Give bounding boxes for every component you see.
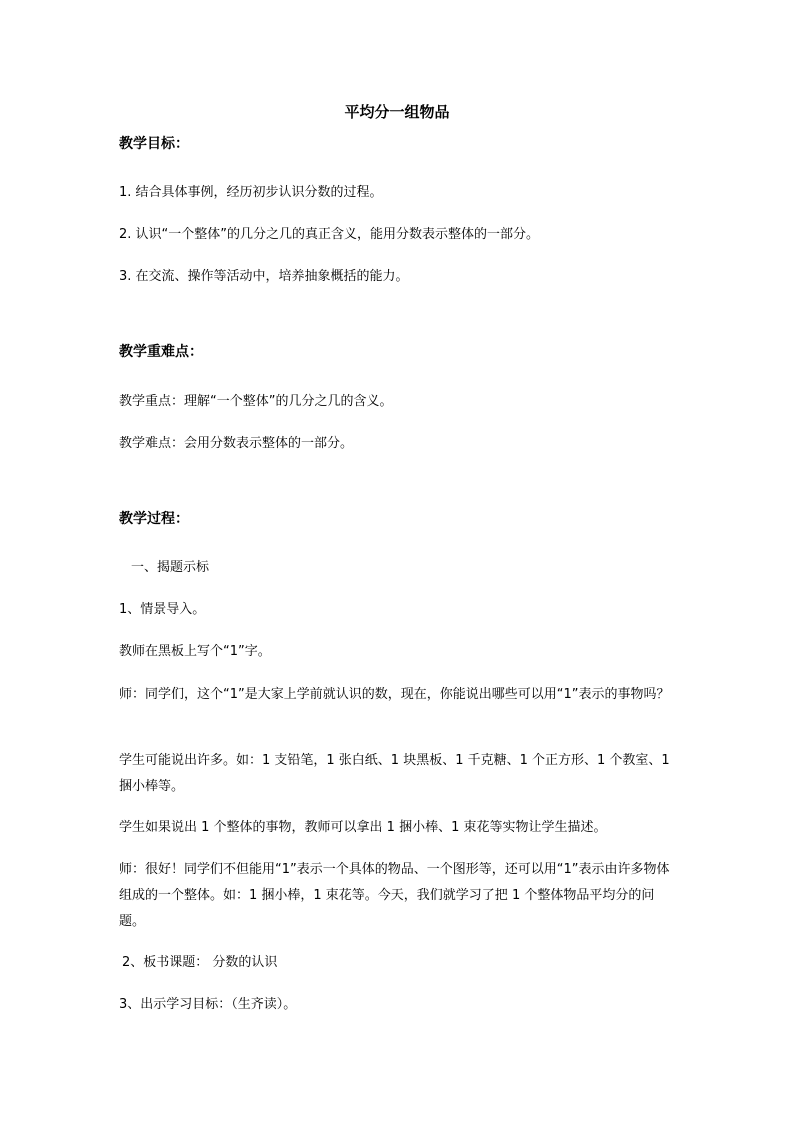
process-paragraph-5: 学生可能说出许多。如：1 支铅笔，1 张白纸、1 块黑板、1 千克糖、1 个正方形、1 个教室、1 捆小棒等。 bbox=[119, 753, 670, 794]
objective-item-2: 2. 认识“一个整体”的几分之几的真正含义，能用分数表示整体的一部分。 bbox=[119, 227, 540, 242]
process-paragraph-7: 师：很好！同学们不但能用“1”表示一个具体的物品、一个图形等，还可以用“1”表示由许多物体组成的一个整体。如：1 捆小棒，1 束花等。今天，我们就学习了把 1 个整体物品平均分的问题。 bbox=[119, 862, 670, 929]
key-points-heading: 教学重难点： bbox=[119, 344, 203, 360]
process-paragraph-8: 2、板书课题： 分数的认识 bbox=[122, 955, 278, 970]
process-paragraph-6: 学生如果说出 1 个整体的事物，教师可以拿出 1 捆小棒、1 束花等实物让学生描述。 bbox=[119, 820, 607, 835]
objectives-heading: 教学目标： bbox=[119, 136, 189, 152]
process-paragraph-2: 1、情景导入。 bbox=[119, 602, 206, 617]
process-paragraph-9: 3、出示学习目标：（生齐读）。 bbox=[119, 997, 297, 1012]
objective-item-3: 3. 在交流、操作等活动中，培养抽象概括的能力。 bbox=[119, 269, 409, 284]
key-point-item-1: 教学重点：理解“一个整体”的几分之几的含义。 bbox=[119, 394, 393, 409]
process-paragraph-1: 一、揭题示标 bbox=[131, 560, 210, 575]
objective-item-1: 1. 结合具体事例，经历初步认识分数的过程。 bbox=[119, 185, 383, 200]
document-title: 平均分一组物品 bbox=[344, 103, 450, 121]
process-heading: 教学过程： bbox=[119, 511, 189, 527]
key-point-item-2: 教学难点：会用分数表示整体的一部分。 bbox=[119, 436, 354, 451]
process-paragraph-3: 教师在黑板上写个“1”字。 bbox=[119, 644, 271, 659]
process-paragraph-4: 师：同学们，这个“1”是大家上学前就认识的数，现在，你能说出哪些可以用“1”表示的事物吗？ bbox=[119, 687, 670, 702]
